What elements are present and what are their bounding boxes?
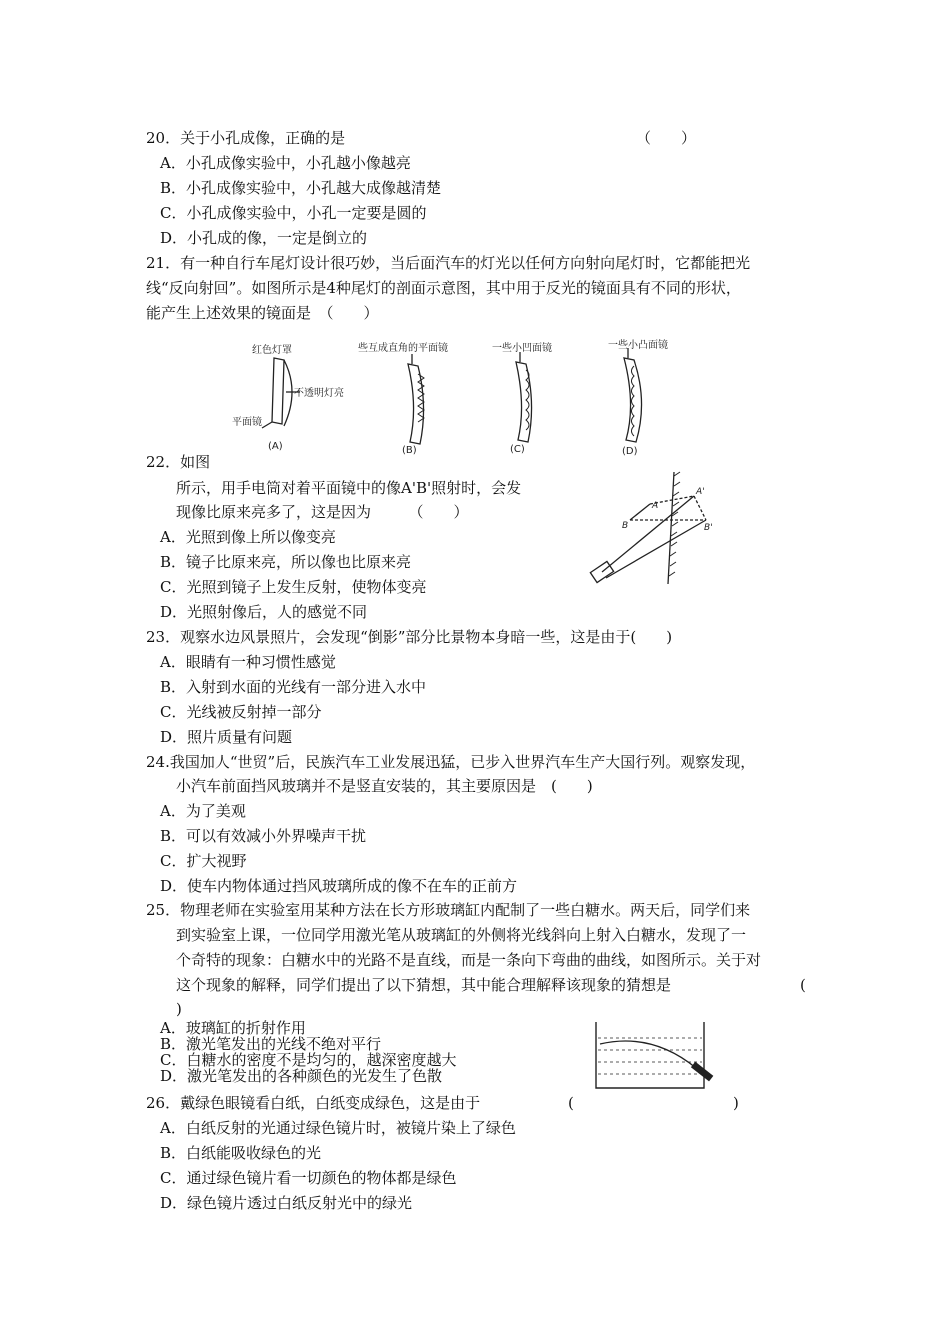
q26-option-a: A．白纸反射的光通过绿色镜片时，被镜片染上了绿色 [160,1119,516,1137]
q24-stem-line2: 小汽车前面挡风玻璃并不是竖直安装的，其主要原因是 ( ) [176,777,593,795]
q20-option-a: A．小孔成像实验中，小孔越小像越亮 [160,154,411,172]
q21-label-plane-mirror: 平面镜 [232,417,262,428]
q21-stem-line1: 21．有一种自行车尾灯设计很巧妙，当后面汽车的灯光以任何方向射向尾灯时，它都能把光 [146,254,751,272]
q26-answer-paren-open: ( [568,1094,574,1112]
q26-answer-paren-close: ) [733,1094,739,1112]
q23-option-b: B．入射到水面的光线有一部分进入水中 [160,678,427,696]
q22-stem-line1: 22．如图 [146,453,211,471]
q26-option-c: C．通过绿色镜片看一切颜色的物体都是绿色 [160,1169,457,1187]
q22-mirror-figure [588,468,728,592]
q21-caption-d: (D) [622,446,638,457]
q21-stem-line3: 能产生上述效果的镜面是 （ ） [146,304,379,322]
q25-stem-line2: 到实验室上课，一位同学用激光笔从玻璃缸的外侧将光线斜向上射入白糖水，发现了一 [176,926,747,944]
q22-label-a: A [652,501,659,511]
q26-stem: 26．戴绿色眼镜看白纸，白纸变成绿色，这是由于 [146,1094,481,1112]
q22-plane-mirror [668,472,674,584]
q23-option-c: C．光线被反射掉一部分 [160,703,322,721]
q25-answer-paren-close: ) [176,1000,182,1018]
q21-lamp-a-shape [272,358,284,424]
q21-lamp-d-shape [624,358,642,442]
q25-option-d: D．激光笔发出的各种颜色的光发生了色散 [160,1067,443,1085]
q21-label-red-cover: 红色灯罩 [252,345,292,356]
q24-option-c: C．扩大视野 [160,852,247,870]
q21-label-convex-mirrors: 一些小凸面镜 [608,340,668,351]
q22-option-a: A．光照到像上所以像变亮 [160,528,336,546]
q22-option-d: D．光照射像后，人的感觉不同 [160,603,368,621]
q21-stem-line2: 线“反向射回”。如图所示是4种尾灯的剖面示意图，其中用于反光的镜面具有不同的形状， [146,279,741,297]
q25-stem-line1: 25．物理老师在实验室用某种方法在长方形玻璃缸内配制了一些白糖水。两天后，同学们来 [146,901,751,919]
q22-option-c: C．光照到镜子上发生反射，使物体变亮 [160,578,427,596]
q26-option-d: D．绿色镜片透过白纸反射光中的绿光 [160,1194,413,1212]
q26-option-b: B．白纸能吸收绿色的光 [160,1144,322,1162]
q24-stem-line1: 24.我国加人“世贸”后，民族汽车工业发展迅猛，已步入世界汽车生产大国行列。观察发现， [146,753,756,771]
q22-image-ab [694,496,706,520]
q22-label-b: B [622,521,629,531]
q22-label-b-prime: B' [704,523,713,533]
q25-stem-line4: 这个现象的解释，同学们提出了以下猜想，其中能合理解释该现象的猜想是 [176,976,672,994]
q22-object-ab [630,504,650,520]
q21-label-opaque-lamp: 不透明灯亮 [294,388,344,399]
q21-label-right-angle-mirrors: 些互成直角的平面镜 [358,343,448,354]
q24-option-d: D．使车内物体通过挡风玻璃所成的像不在车的正前方 [160,877,518,895]
q25-laser-path [600,1041,696,1068]
q22-option-b: B．镜子比原来亮，所以像也比原来亮 [160,553,412,571]
q25-option-b: B．激光笔发出的光线不绝对平行 [160,1035,382,1053]
q24-option-b: B．可以有效减小外界噪声干扰 [160,827,367,845]
q22-label-a-prime: A' [696,487,705,497]
q25-option-c: C．白糖水的密度不是均匀的，越深密度越大 [160,1051,457,1069]
q20-option-d: D．小孔成的像，一定是倒立的 [160,229,368,247]
q21-caption-c: (C) [510,444,525,455]
q25-laser-pen [692,1062,713,1080]
q25-answer-paren-open: ( [800,976,806,994]
q20-stem: 20．关于小孔成像，正确的是 [146,129,346,147]
q21-lamp-a-cover [284,360,292,426]
q25-glass-tank [596,1022,704,1088]
q21-caption-b: (B) [402,445,417,456]
q20-option-c: C．小孔成像实验中，小孔一定要是圆的 [160,204,427,222]
q20-option-b: B．小孔成像实验中，小孔越大成像越清楚 [160,179,442,197]
q21-label-concave-mirrors: 一些小凹面镜 [492,343,552,354]
q23-option-d: D．照片质量有问题 [160,728,293,746]
q22-stem-line3: 现像比原来亮多了，这是因为 （ ） [176,503,469,521]
q21-taillight-figure [224,336,694,460]
q25-option-a: A．玻璃缸的折射作用 [160,1019,306,1037]
q25-tank-figure [592,1018,716,1092]
q22-light-ray-2 [606,520,706,578]
q25-stem-line3: 个奇特的现象：白糖水中的光路不是直线，而是一条向下弯曲的曲线，如图所示。关于对 [176,951,762,969]
q22-light-ray-1 [602,496,694,572]
q24-option-a: A．为了美观 [160,802,246,820]
q20-answer-paren: （ ） [636,129,697,147]
q23-option-a: A．眼睛有一种习惯性感觉 [160,653,336,671]
q22-stem-line2: 所示，用手电筒对着平面镜中的像A'B'照射时，会发 [176,479,522,497]
q23-stem: 23．观察水边风景照片，会发现“倒影”部分比景物本身暗一些，这是由于( ) [146,628,673,646]
q21-caption-a: (A) [268,441,283,452]
